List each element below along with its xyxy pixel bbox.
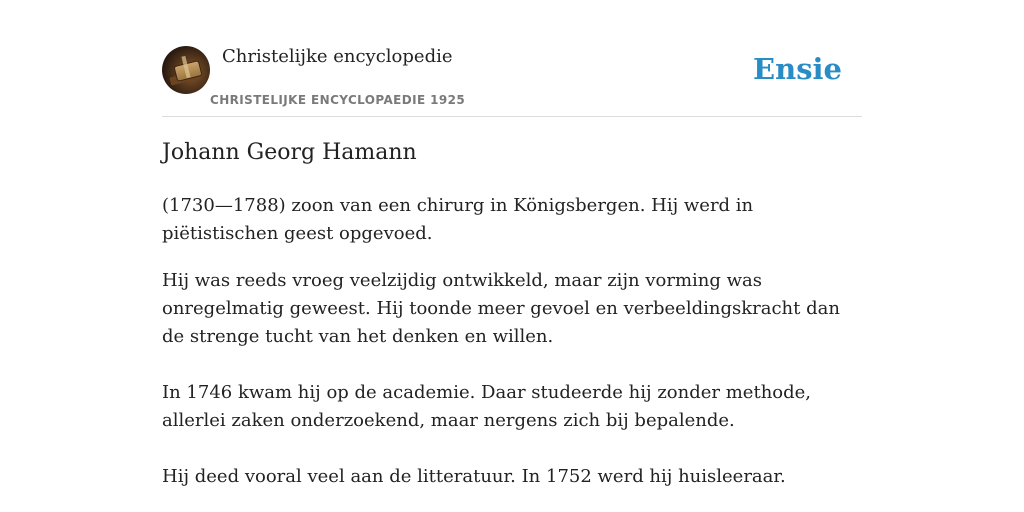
paragraph: In 1746 kwam hij op de academie. Daar studeerde hij zonder methode, allerlei zaken onderzoekend, maar nergens zich bij bepalende. xyxy=(162,382,812,431)
article-title: Johann Georg Hamann xyxy=(162,140,417,165)
paragraph: Hij was reeds vroeg veelzijdig ontwikkeld, maar zijn vorming was onregelmatig geweest. Hij toonde meer gevoel en verbeeldingskracht dan de strenge tucht van het denken en willen. xyxy=(162,270,840,347)
site-subtitle[interactable]: CHRISTELIJKE ENCYCLOPAEDIE 1925 xyxy=(210,93,466,107)
paragraph: (1730—1788) zoon van een chirurg in Königsbergen. Hij werd in piëtistischen geest opgevoed. xyxy=(162,195,754,244)
brand-logo[interactable]: Ensie xyxy=(753,52,842,86)
site-title[interactable]: Christelijke encyclopedie xyxy=(222,46,453,67)
header xyxy=(162,46,862,117)
paragraph: Hij deed vooral veel aan de litteratuur. In 1752 werd hij huisleeraar. xyxy=(162,466,786,487)
avatar-icon[interactable] xyxy=(162,46,210,94)
